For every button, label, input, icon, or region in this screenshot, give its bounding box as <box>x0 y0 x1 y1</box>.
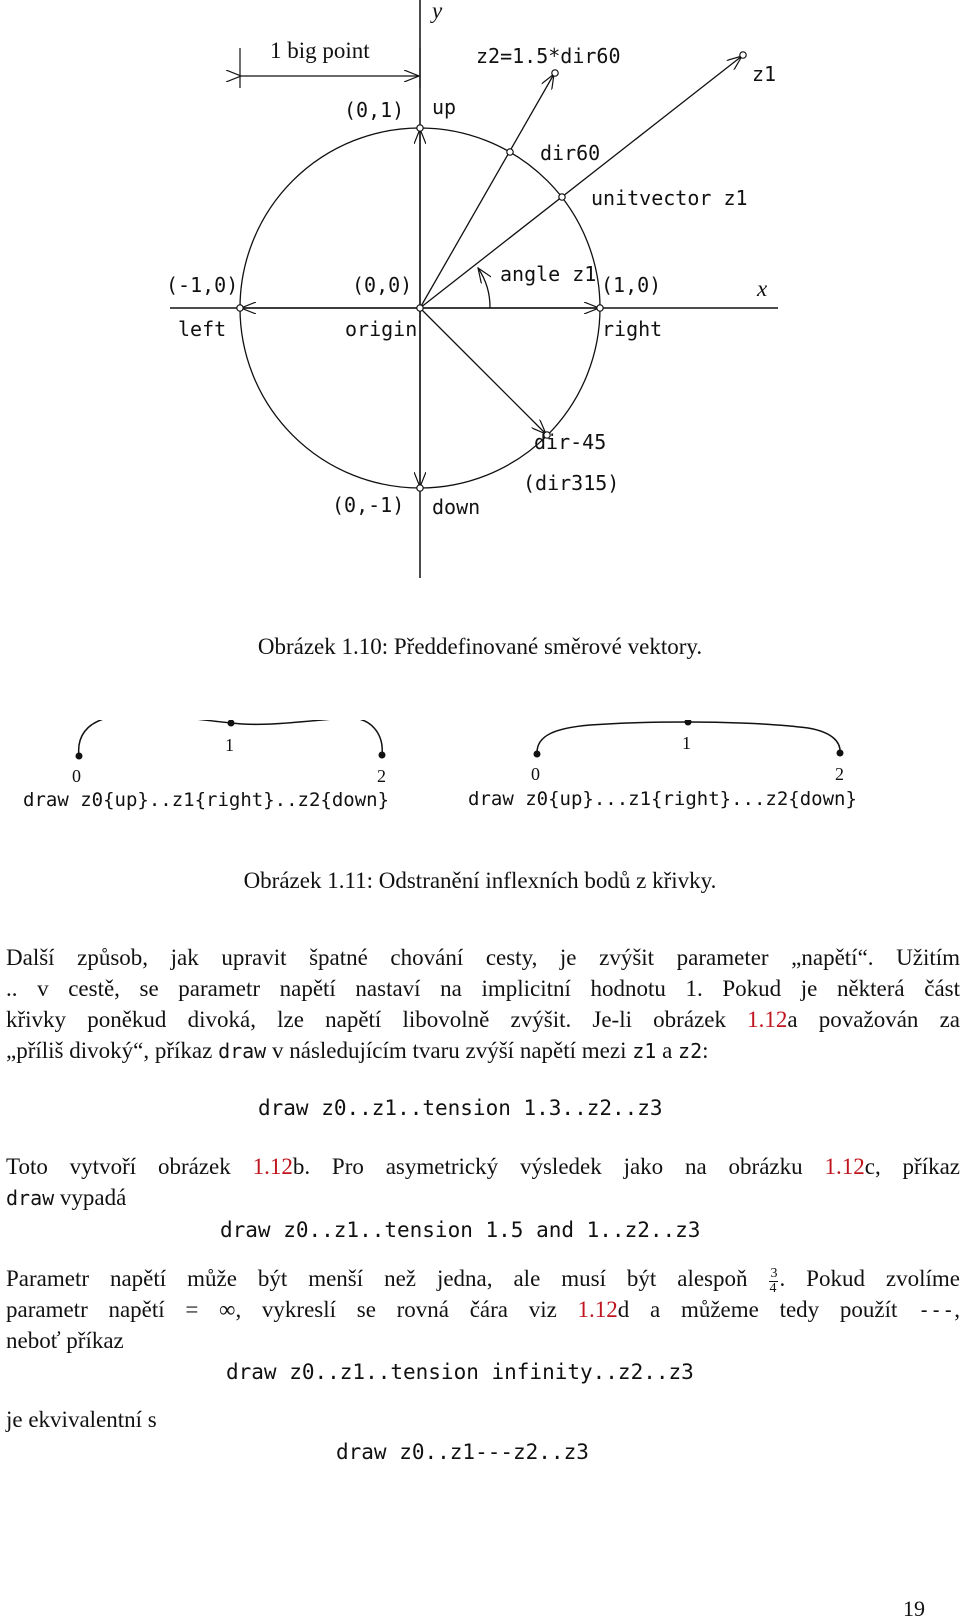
code-block-3: draw z0..z1..tension infinity..z2..z3 <box>226 1360 694 1384</box>
paragraph-3-line-2 <box>6 1294 960 1326</box>
paragraph-1-line-3 <box>6 1004 960 1036</box>
inline-code: draw <box>218 1039 267 1063</box>
point-left-1 <box>228 720 235 727</box>
label-origin: origin <box>345 317 418 341</box>
point-left <box>237 305 243 311</box>
code-block-4: draw z0..z1---z2..z3 <box>336 1440 589 1464</box>
text-span: v následujícím tvaru zvýší napětí mezi <box>266 1038 633 1063</box>
inline-code: draw <box>6 1186 55 1210</box>
text-span: Parametr napětí může být menší než jedna, ale musí být alespoň <box>6 1266 769 1291</box>
text-span: křivky poněkud divoká, lze napětí libovolně zvýšit. Je-li obrázek <box>6 1007 748 1032</box>
label-right-p1: 1 <box>682 733 691 753</box>
paragraph-1-line-4 <box>6 1035 960 1067</box>
label-one-zero: (1,0) <box>601 273 662 297</box>
point-top <box>417 125 423 131</box>
figure-direction-vectors <box>0 0 960 600</box>
point-unitvector <box>559 194 565 200</box>
label-angle: angle z1 <box>500 262 597 286</box>
label-top-coord: (0,1) <box>344 98 405 122</box>
text-span: c, příkaz <box>864 1154 960 1179</box>
paragraph-3-line-3: neboť příkaz <box>6 1328 124 1353</box>
text-span: Toto vytvoří obrázek <box>6 1154 253 1179</box>
point-bottom <box>417 485 423 491</box>
figure-caption-1-11: Obrázek 1.11: Odstranění inflexních bodů z křivky. <box>243 868 717 893</box>
text-span: d a můžeme tedy použít <box>617 1297 919 1322</box>
figure-ref-link[interactable]: 1.12 <box>824 1154 865 1179</box>
axis-x-label: x <box>757 276 768 301</box>
code-block-2: draw z0..z1..tension 1.5 and 1..z2..z3 <box>220 1218 701 1242</box>
inline-code: z1 <box>632 1039 657 1063</box>
point-right <box>597 305 603 311</box>
label-dir60: dir60 <box>540 141 601 165</box>
point-right-1 <box>685 720 692 726</box>
point-right-2 <box>837 750 844 757</box>
paragraph-1-line-2: .. v cestě, se parametr napětí nastaví na implicitní hodnotu 1. Pokud je některá část <box>6 976 960 1001</box>
point-z1 <box>740 52 746 58</box>
page-number: 19 <box>903 1596 925 1621</box>
label-minus-one: (-1,0) <box>166 273 239 297</box>
point-left-2 <box>379 752 386 759</box>
code-left: draw z0{up}..z1{right}..z2{down} <box>23 789 390 811</box>
paragraph-2-line-1 <box>6 1151 960 1183</box>
text-span: . Pokud zvolíme <box>779 1266 960 1291</box>
figure-inflection-curves <box>0 720 960 830</box>
inline-code: z2 <box>678 1039 703 1063</box>
point-z2 <box>552 70 558 76</box>
text-span: a považován za <box>787 1007 960 1032</box>
text-span: vypadá <box>54 1185 127 1210</box>
point-origin <box>417 305 423 311</box>
point-dir60 <box>507 149 513 155</box>
vector-dir-minus45 <box>420 308 546 434</box>
text-span: : <box>702 1038 709 1063</box>
text-span: a <box>656 1038 679 1063</box>
text-span: b. Pro asymetrický výsledek jako na obrázku <box>292 1154 825 1179</box>
paragraph-3-line-1 <box>6 1263 960 1296</box>
figure-ref-link[interactable]: 1.12 <box>252 1154 293 1179</box>
text-span: parametr napětí = ∞, vykreslí se rovná čára viz <box>6 1297 578 1322</box>
label-dir315: (dir315) <box>523 471 620 495</box>
label-unitvector: unitvector z1 <box>591 186 748 210</box>
paragraph-2-line-2 <box>6 1182 960 1214</box>
label-right-p2: 2 <box>835 764 844 784</box>
label-right-p0: 0 <box>531 764 540 784</box>
fraction-denominator: 4 <box>769 1281 777 1297</box>
code-block-1: draw z0..z1..tension 1.3..z2..z3 <box>258 1096 663 1120</box>
label-down: down <box>432 495 481 519</box>
figure-ref-link[interactable]: 1.12 <box>577 1297 618 1322</box>
axis-y-label: y <box>432 0 443 23</box>
label-up: up <box>432 95 457 119</box>
figure-caption-1-10: Obrázek 1.10: Předdefinované směrové vektory. <box>257 634 703 659</box>
paragraph-4: je ekvivalentní s <box>6 1407 157 1432</box>
label-bottom-coord: (0,-1) <box>332 493 405 517</box>
label-left: left <box>178 317 227 341</box>
fraction-three-quarters <box>769 1267 778 1296</box>
label-right: right <box>602 317 663 341</box>
label-origin-coord: (0,0) <box>352 273 413 297</box>
text-span: , <box>954 1297 960 1322</box>
label-left-p1: 1 <box>225 735 234 755</box>
label-left-p0: 0 <box>72 766 81 786</box>
inline-code: --- <box>918 1298 955 1322</box>
label-left-p2: 2 <box>377 766 386 786</box>
fraction-numerator: 3 <box>770 1266 778 1282</box>
label-z2def: z2=1.5*dir60 <box>476 44 621 68</box>
point-right-0 <box>534 751 541 758</box>
point-left-0 <box>76 753 83 760</box>
text-span: „příliš divoký“, příkaz <box>6 1038 219 1063</box>
figure-ref-link[interactable]: 1.12 <box>747 1007 788 1032</box>
paragraph-1-line-1: Další způsob, jak upravit špatné chování cesty, je zvýšit parameter „napětí“. Užitím <box>6 945 960 970</box>
label-z1: z1 <box>752 62 777 86</box>
angle-arc <box>478 268 490 308</box>
code-right: draw z0{up}...z1{right}...z2{down} <box>468 788 857 810</box>
big-point-label: 1 big point <box>270 38 370 63</box>
label-dir-minus45: dir-45 <box>534 430 607 454</box>
